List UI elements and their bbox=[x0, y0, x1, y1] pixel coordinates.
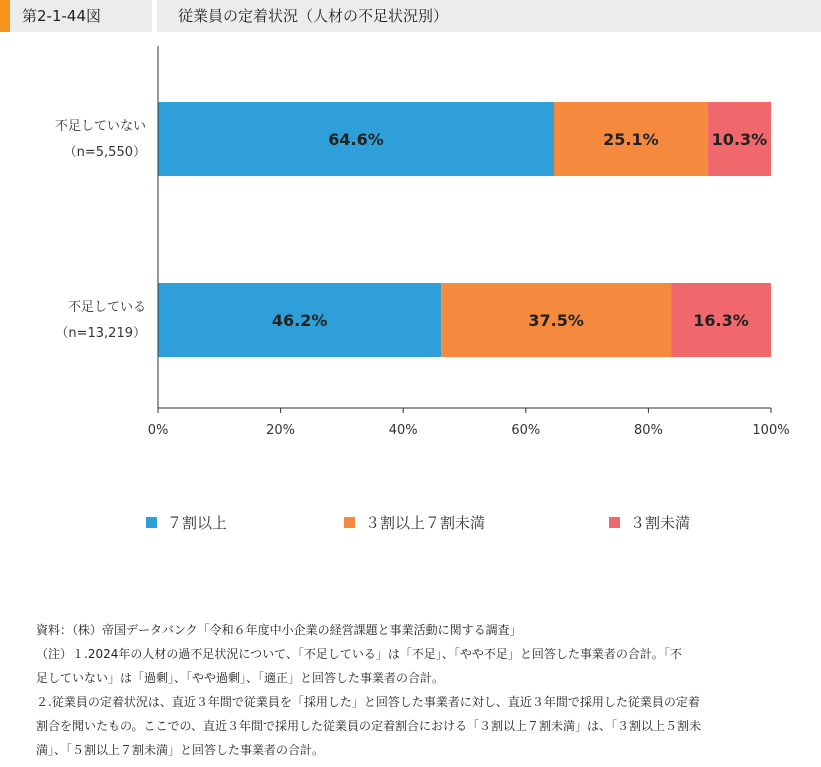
x-tick-label: 40% bbox=[388, 423, 418, 438]
notes bbox=[36, 618, 806, 762]
legend-label-2: ３割未満 bbox=[630, 513, 691, 532]
legend-label-1: ３割以上７割未満 bbox=[365, 513, 486, 532]
note-2-line-1: ２.従業員の定着状況は、直近３年間で従業員を「採用した」と回答した事業者に対し、直近３年間で採用した従業員の定着 bbox=[36, 695, 700, 709]
header-accent bbox=[0, 0, 10, 32]
legend-item-0 bbox=[146, 510, 227, 534]
data-label: 37.5% bbox=[528, 311, 584, 330]
x-tick-label: 0% bbox=[147, 423, 169, 438]
legend-swatch-1 bbox=[344, 517, 355, 528]
legend-swatch-2 bbox=[609, 517, 620, 528]
note-2-line-3: 満」、「５割以上７割未満」と回答した事業者の合計。 bbox=[36, 743, 325, 757]
category-label: 不足していない bbox=[54, 119, 146, 134]
figure-number: 第2-1-44図 bbox=[22, 7, 101, 25]
x-tick-label: 100% bbox=[752, 423, 790, 438]
data-label: 64.6% bbox=[328, 130, 384, 149]
source-note: 資料：（株）帝国データバンク「令和６年度中小企業の経営課題と事業活動に関する調査」 bbox=[36, 623, 522, 637]
header-separator bbox=[152, 0, 157, 32]
category-label: 不足している bbox=[67, 300, 146, 315]
x-tick-label: 20% bbox=[266, 423, 296, 438]
legend-swatch-0 bbox=[146, 517, 157, 528]
note-1-line-1: （注）１.2024年の人材の過不足状況について、「不足している」は「不足」、「やや不足」と回答した事業者の合計。「不 bbox=[36, 647, 682, 661]
figure-header bbox=[0, 0, 821, 32]
note-2-line-2: 割合を聞いたもの。ここでの、直近３年間で採用した従業員の定着割合における「３割以上７割未満」は、「３割以上５割未 bbox=[36, 719, 702, 733]
note-1-line-2: 足していない」は「過剰」、「やや過剰」、「適正」と回答した事業者の合計。 bbox=[36, 671, 445, 685]
category-n-label: （n=5,550） bbox=[63, 145, 146, 160]
stacked-bar-chart bbox=[0, 32, 821, 452]
category-n-label: （n=13,219） bbox=[55, 326, 146, 341]
legend-label-0: ７割以上 bbox=[167, 513, 228, 532]
data-label: 25.1% bbox=[603, 130, 659, 149]
legend-item-2 bbox=[609, 510, 690, 534]
data-label: 10.3% bbox=[711, 130, 768, 149]
legend-item-1 bbox=[344, 510, 485, 534]
data-label: 46.2% bbox=[271, 311, 328, 330]
x-tick-label: 60% bbox=[511, 423, 541, 438]
data-label: 16.3% bbox=[693, 311, 749, 330]
x-tick-label: 80% bbox=[633, 423, 663, 438]
figure-title: 従業員の定着状況（人材の不足状況別） bbox=[178, 7, 449, 25]
